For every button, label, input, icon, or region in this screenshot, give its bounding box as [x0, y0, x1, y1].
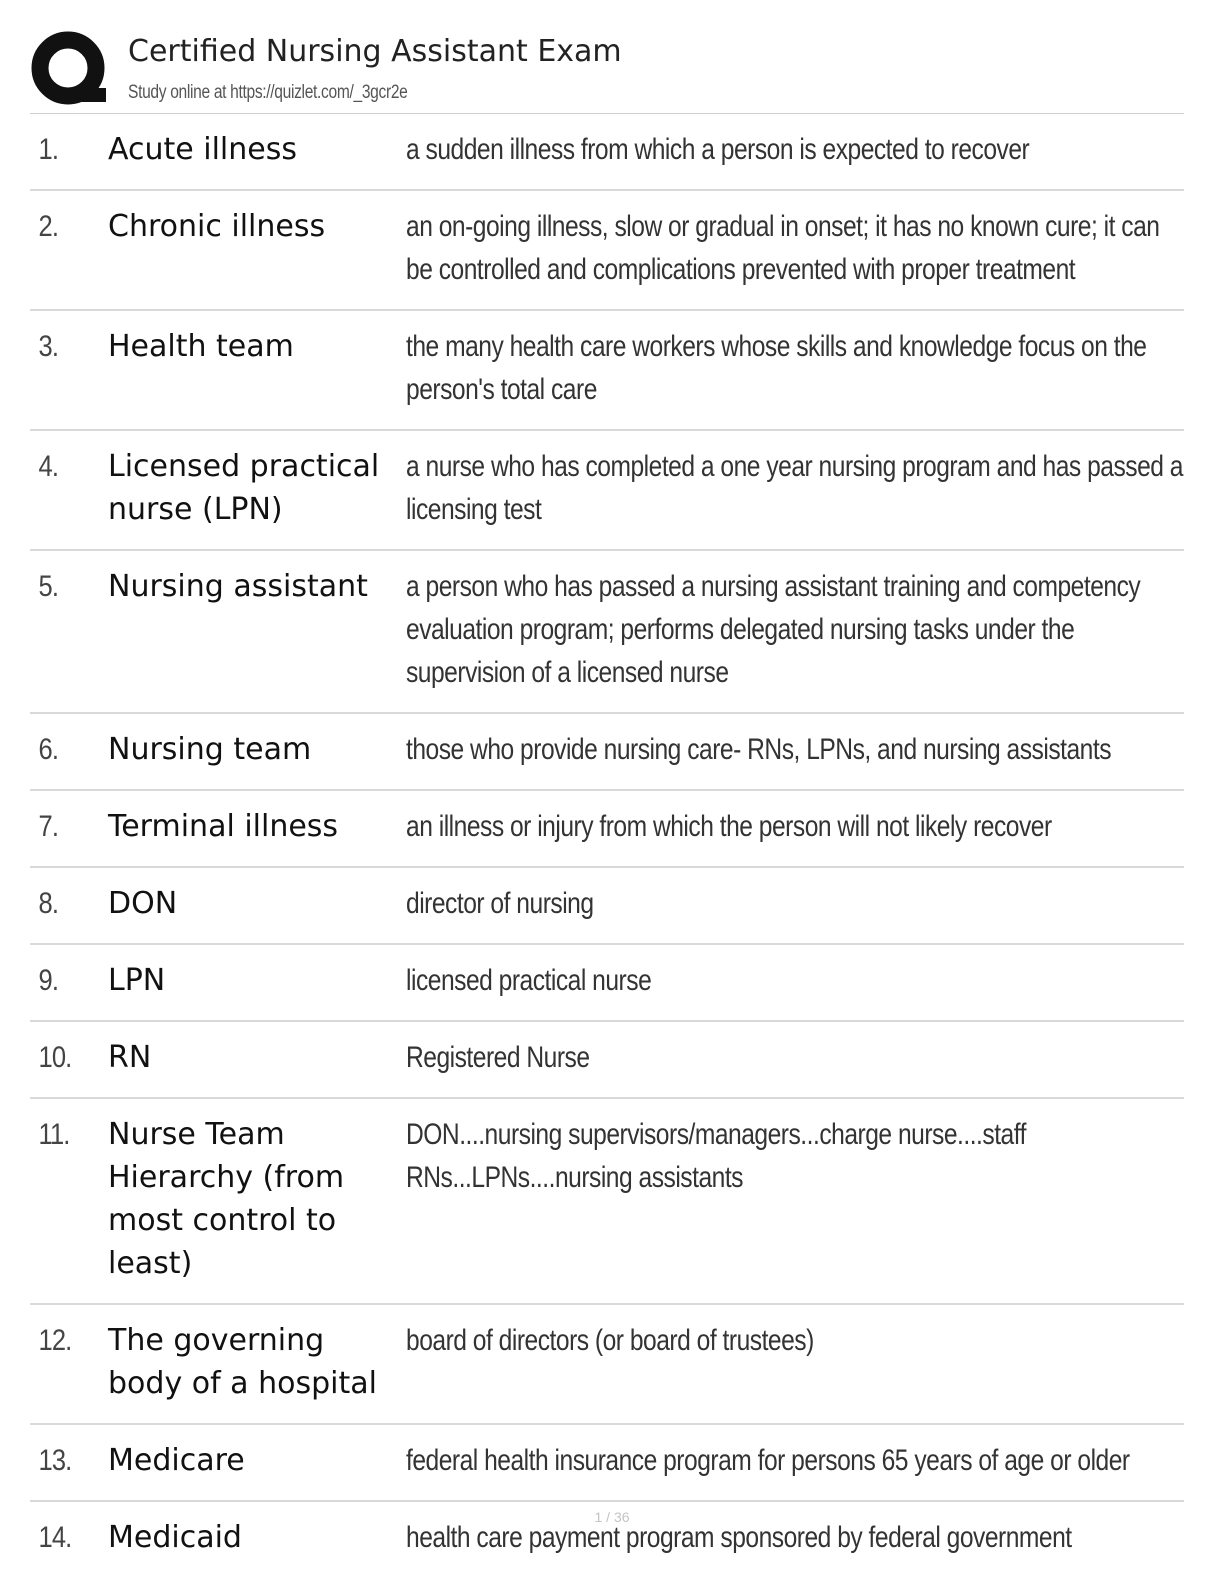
flashcard-row [30, 551, 1184, 714]
flashcard-list [30, 113, 1184, 1577]
card-term: Licensed practical nurse (LPN) [108, 449, 380, 527]
flashcard-row [30, 311, 1184, 431]
card-term: Health team [108, 329, 294, 364]
card-definition: a nurse who has completed a one year nursing program and has passed a licensing test [406, 450, 1183, 526]
card-term: Medicare [108, 1443, 245, 1478]
card-number: 14. [38, 1521, 72, 1554]
card-number: 5. [38, 570, 59, 603]
flashcard-row [30, 868, 1184, 945]
card-number: 1. [38, 133, 59, 166]
card-number: 7. [38, 810, 59, 843]
card-number: 4. [38, 450, 59, 483]
card-number: 2. [38, 210, 59, 243]
card-term: Medicaid [108, 1520, 242, 1555]
card-term: DON [108, 886, 178, 921]
card-definition: a sudden illness from which a person is expected to recover [406, 133, 1030, 166]
card-number: 6. [38, 733, 59, 766]
card-term: Terminal illness [108, 809, 339, 844]
flashcard-row [30, 1425, 1184, 1502]
page-number: 1 / 36 [594, 1509, 630, 1525]
card-definition: Registered Nurse [406, 1041, 590, 1074]
flashcard-row [30, 114, 1184, 191]
card-number: 13. [38, 1444, 72, 1477]
card-term: Nursing assistant [108, 569, 368, 604]
card-definition: an illness or injury from which the person will not likely recover [406, 810, 1052, 843]
card-number: 10. [38, 1041, 72, 1074]
card-term: LPN [108, 963, 166, 998]
flashcard-row [30, 945, 1184, 1022]
card-number: 8. [38, 887, 59, 920]
card-term: Acute illness [108, 132, 297, 167]
study-link[interactable]: Study online at https://quizlet.com/_3gcr2e [128, 82, 408, 103]
card-definition: the many health care workers whose skills and knowledge focus on the person's total care [406, 330, 1147, 406]
flashcard-row [30, 431, 1184, 551]
card-number: 3. [38, 330, 59, 363]
quizlet-logo-icon [30, 30, 110, 110]
card-definition: director of nursing [406, 887, 594, 920]
card-definition: licensed practical nurse [406, 964, 652, 997]
card-term: Chronic illness [108, 209, 326, 244]
card-definition: board of directors (or board of trustees) [406, 1324, 814, 1357]
flashcard-row [30, 714, 1184, 791]
flashcard-row [30, 191, 1184, 311]
card-definition: federal health insurance program for persons 65 years of age or older [406, 1444, 1130, 1477]
card-term: RN [108, 1040, 152, 1075]
page-header [30, 30, 1190, 110]
card-number: 12. [38, 1324, 72, 1357]
flashcard-row [30, 1099, 1184, 1305]
card-definition: an on-going illness, slow or gradual in onset; it has no known cure; it can be controlled and complications prevented with proper treatment [406, 210, 1160, 286]
page-title: Certified Nursing Assistant Exam [128, 34, 622, 69]
flashcard-row [30, 791, 1184, 868]
card-definition: health care payment program sponsored by federal government [406, 1521, 1072, 1554]
card-definition: DON....nursing supervisors/managers...charge nurse....staff RNs...LPNs....nursing assistants [406, 1118, 1026, 1194]
card-term: Nursing team [108, 732, 312, 767]
card-term: The governing body of a hospital [108, 1323, 377, 1401]
card-number: 9. [38, 964, 59, 997]
card-term: Nurse Team Hierarchy (from most control to least) [108, 1117, 345, 1281]
card-definition: a person who has passed a nursing assistant training and competency evaluation program; performs delegated nursing tasks under the supervision of a licensed nurse [406, 570, 1141, 689]
flashcard-row [30, 1022, 1184, 1099]
card-definition: those who provide nursing care- RNs, LPNs, and nursing assistants [406, 733, 1112, 766]
flashcard-row [30, 1305, 1184, 1425]
card-number: 11. [38, 1118, 70, 1151]
